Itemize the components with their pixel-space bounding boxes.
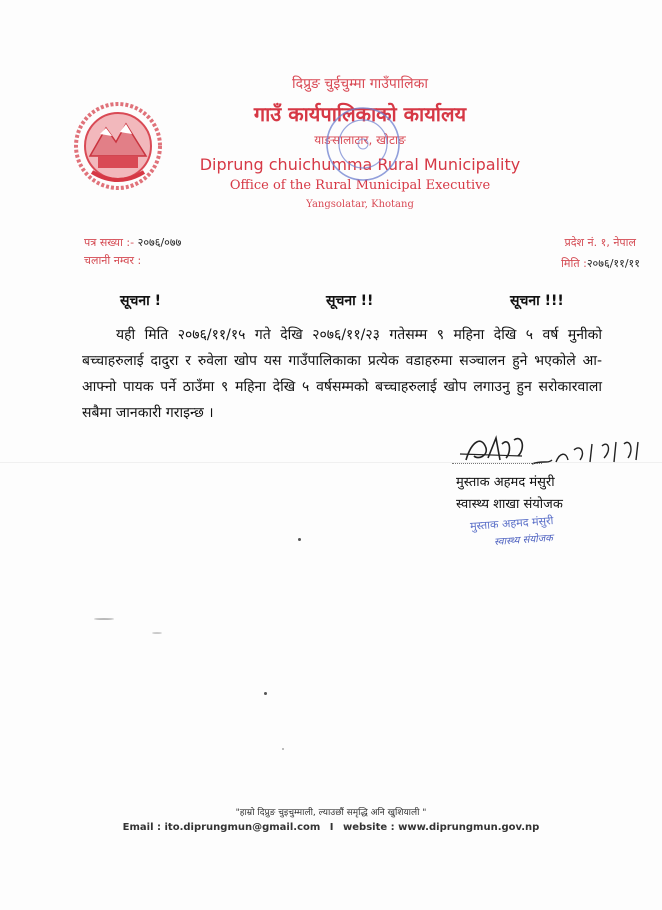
scan-speck	[264, 692, 267, 695]
scan-speck	[282, 748, 284, 750]
office-name-english: Office of the Rural Municipal Executive	[229, 178, 491, 193]
footer-contact	[0, 822, 662, 833]
signatory-name: मुस्ताक अहमद मंसुरी	[456, 475, 555, 490]
municipality-name-english: Diprung chuichumma Rural Municipality	[199, 155, 521, 174]
date-label: मिति :	[561, 257, 587, 270]
email-link[interactable]: ito.diprungmun@gmail.com	[164, 822, 321, 833]
office-address-nepali: याङसालाटार, खोटाङ	[314, 133, 406, 147]
municipality-name-nepali: दिप्रुङ चुईचुम्मा गाउँपालिका	[292, 76, 428, 92]
office-name-nepali: गाउँ कार्यपालिकाको कार्यालय	[253, 102, 467, 126]
notice-heading-2: सूचना !!	[326, 293, 374, 309]
stamp-title: स्वास्थ्य संयोजक	[493, 532, 554, 549]
province-label: प्रदेश नं. १, नेपाल	[564, 236, 636, 249]
footer-motto: "हाम्रो दिप्रुङ चुइचुम्माली, ल्याउछौं समृद्धि अनि खुशियाली "	[235, 808, 427, 818]
website-label: website :	[343, 822, 395, 833]
dispatch-number-label: चलानी नम्वर :	[84, 254, 142, 267]
office-address-english: Yangsolatar, Khotang	[306, 199, 414, 210]
notice-heading-1: सूचना !	[120, 293, 162, 309]
signatory-title: स्वास्थ्य शाखा संयोजक	[456, 497, 563, 512]
reference-label: पत्र सख्या :-	[84, 236, 135, 249]
scan-speck	[298, 538, 301, 541]
scan-speck	[94, 618, 114, 620]
signature-dotted-line	[452, 463, 542, 464]
scan-speck	[152, 632, 162, 634]
contact-separator: I	[329, 822, 334, 833]
reference-number	[84, 235, 181, 250]
office-seal-icon	[323, 104, 403, 184]
email-label: Email :	[122, 822, 162, 833]
reference-value: २०७६/०७७	[137, 236, 182, 249]
notice-heading-3: सूचना !!!	[510, 293, 564, 309]
website-link[interactable]: www.diprungmun.gov.np	[398, 822, 540, 833]
handwritten-signature-icon	[452, 430, 652, 474]
notice-body: यही मिति २०७६/११/१५ गते देखि २०७६/११/२३ गतेसम्म ९ महिना देखि ५ वर्ष मुनीको बच्चाहरुलाई दादुरा र रुवेला खोप यस गाउँपालिकाका प्रत्येक वडाहरुमा सञ्चालन हुने भएकोले आ-आफ्नो पायक पर्ने ठाउँमा ९ महिना देखि ५ वर्षसम्मको बच्चाहरुलाई खोप लगाउनु हुन सरोकारवाला सबैमा जानकारी गराइन्छ ।	[82, 327, 602, 421]
date-value: २०७६/११/११	[586, 257, 640, 270]
stamp-name: मुस्ताक अहमद मंसुरी	[469, 514, 554, 533]
letter-date	[561, 256, 640, 271]
